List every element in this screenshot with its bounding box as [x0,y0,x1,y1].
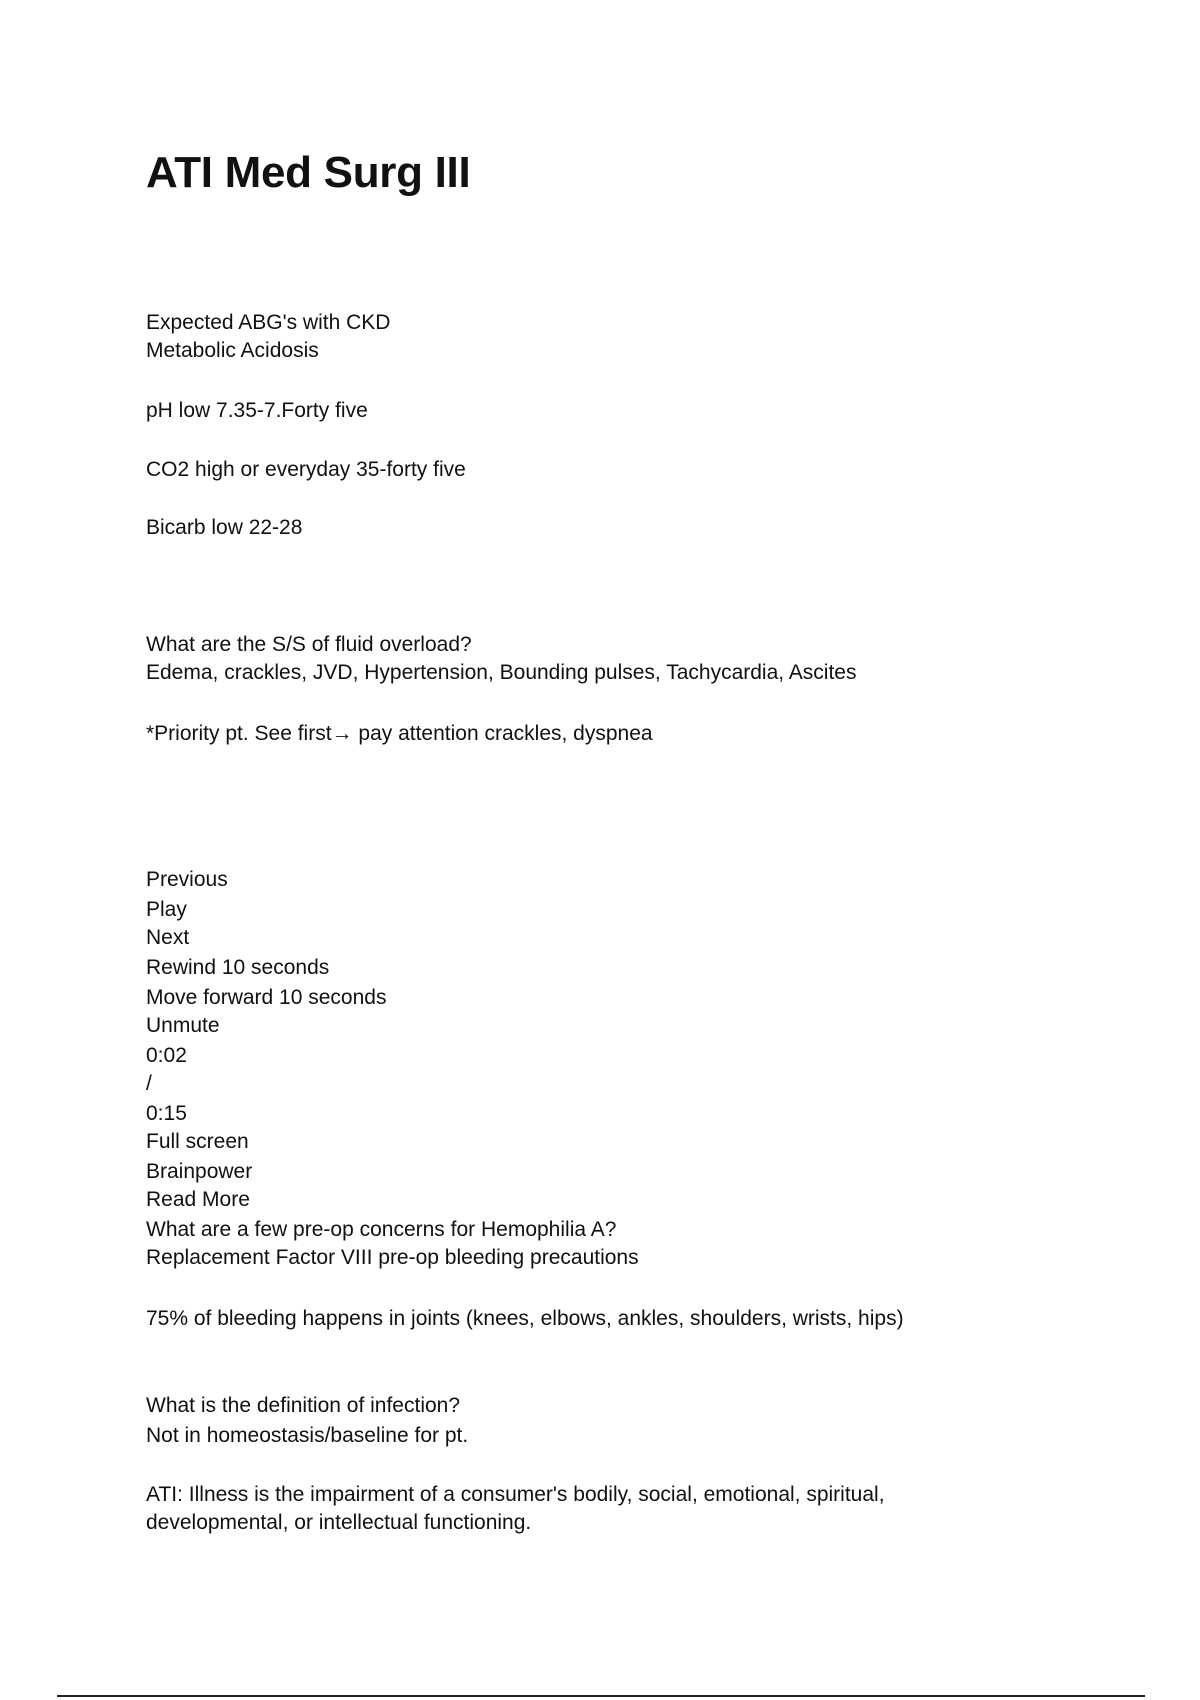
ati-definition-line-2: developmental, or intellectual functioning. [146,1511,532,1534]
infection-question: What is the definition of infection? [146,1394,461,1417]
duration: 0:15 [146,1102,187,1125]
unmute-button[interactable]: Unmute [146,1014,220,1037]
hemophilia-question: What are a few pre-op concerns for Hemophilia A? [146,1218,617,1241]
rewind-button[interactable]: Rewind 10 seconds [146,956,330,979]
ckd-question: Expected ABG's with CKD [146,311,391,334]
fluid-overload-question: What are the S/S of fluid overload? [146,633,472,656]
hemophilia-answer: Replacement Factor VIII pre-op bleeding precautions [146,1246,639,1269]
next-button[interactable]: Next [146,926,190,949]
previous-button[interactable]: Previous [146,868,228,891]
fullscreen-button[interactable]: Full screen [146,1130,249,1153]
ph-value-line: pH low 7.35-7.Forty five [146,399,368,422]
bicarb-value-line: Bicarb low 22-28 [146,516,303,539]
play-button[interactable]: Play [146,898,187,921]
read-more-link[interactable]: Read More [146,1188,250,1211]
co2-value-line: CO2 high or everyday 35-forty five [146,458,466,481]
time-separator: / [146,1072,152,1095]
page-title: ATI Med Surg III [146,148,471,197]
forward-button[interactable]: Move forward 10 seconds [146,986,387,1009]
infection-answer: Not in homeostasis/baseline for pt. [146,1424,469,1447]
page-bottom-divider [57,1695,1145,1697]
ati-definition-line-1: ATI: Illness is the impairment of a consumer's bodily, social, emotional, spiritual, [146,1483,885,1506]
ckd-answer: Metabolic Acidosis [146,339,319,362]
brand-label: Brainpower [146,1160,253,1183]
fluid-overload-answer: Edema, crackles, JVD, Hypertension, Bounding pulses, Tachycardia, Ascites [146,661,857,684]
current-time: 0:02 [146,1044,187,1067]
priority-note: *Priority pt. See first→ pay attention crackles, dyspnea [146,722,653,745]
bleeding-note: 75% of bleeding happens in joints (knees, elbows, ankles, shoulders, wrists, hips) [146,1307,904,1330]
